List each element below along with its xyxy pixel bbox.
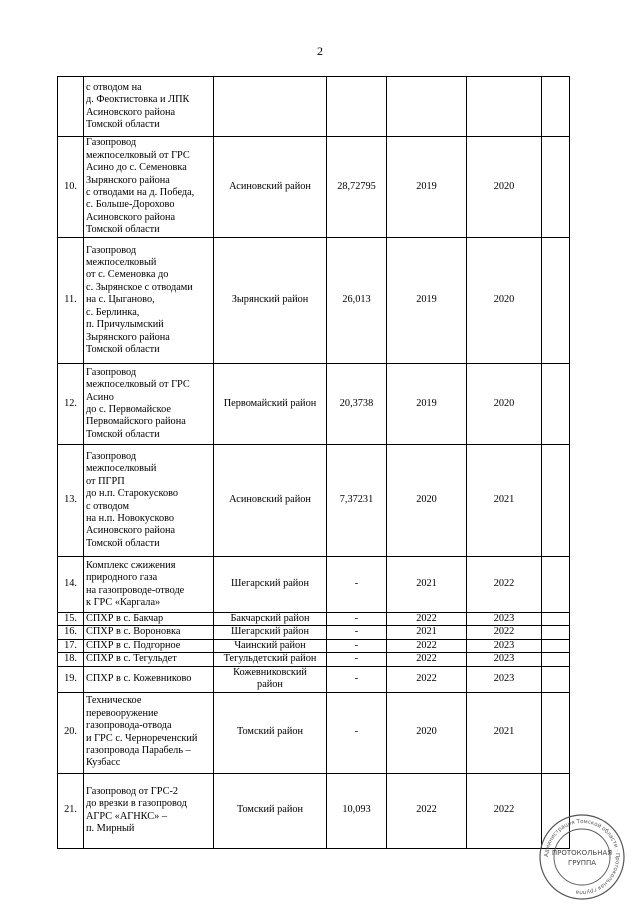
cell-start-year: 2019 bbox=[387, 137, 467, 238]
table-row bbox=[58, 364, 570, 445]
cell-row-number: 11. bbox=[58, 238, 84, 364]
cell-object-name: Газопровод межпоселковый от с. Семеновка до с. Зырянское с отводами на с. Цыганово, с. Берлинка, п. Причулымский Зырянского района Томской области bbox=[84, 238, 214, 364]
cell-end-year: 2020 bbox=[467, 364, 542, 445]
cell-object-name: Газопровод межпоселковый от ГРС Асино до с. Первомайское Первомайского района Томской области bbox=[84, 364, 214, 445]
cell-length-km: - bbox=[327, 626, 387, 639]
cell-district: Чаинский район bbox=[214, 639, 327, 652]
cell-start-year: 2022 bbox=[387, 613, 467, 626]
cell-start-year: 2021 bbox=[387, 626, 467, 639]
cell-end-year: 2020 bbox=[467, 238, 542, 364]
cell-row-number: 17. bbox=[58, 639, 84, 652]
cell-start-year bbox=[387, 77, 467, 137]
cell-note bbox=[542, 653, 570, 666]
cell-note bbox=[542, 626, 570, 639]
cell-end-year: 2022 bbox=[467, 626, 542, 639]
cell-start-year: 2020 bbox=[387, 445, 467, 557]
table-row bbox=[58, 238, 570, 364]
cell-end-year: 2020 bbox=[467, 137, 542, 238]
cell-end-year: 2022 bbox=[467, 773, 542, 848]
cell-end-year: 2022 bbox=[467, 557, 542, 613]
cell-end-year: 2021 bbox=[467, 445, 542, 557]
protocol-group-stamp bbox=[537, 812, 627, 902]
cell-object-name: Техническое перевооружение газопровода-отвода и ГРС с. Чернореченский газопровода Парабель – Кузбасс bbox=[84, 692, 214, 773]
cell-note bbox=[542, 692, 570, 773]
cell-district: Шегарский район bbox=[214, 626, 327, 639]
cell-district: Асиновский район bbox=[214, 445, 327, 557]
cell-row-number: 20. bbox=[58, 692, 84, 773]
cell-length-km: - bbox=[327, 666, 387, 692]
table-row bbox=[58, 639, 570, 652]
stamp-center-line-2: ГРУППА bbox=[567, 859, 597, 867]
stamp-center-line-1: ПРОТОКОЛЬНАЯ bbox=[551, 849, 613, 857]
cell-length-km: 26,013 bbox=[327, 238, 387, 364]
table-row bbox=[58, 445, 570, 557]
cell-note bbox=[542, 238, 570, 364]
table-row bbox=[58, 613, 570, 626]
cell-district: Кожевниковский район bbox=[214, 666, 327, 692]
table-row bbox=[58, 692, 570, 773]
cell-note bbox=[542, 666, 570, 692]
cell-length-km bbox=[327, 77, 387, 137]
cell-row-number: 14. bbox=[58, 557, 84, 613]
cell-row-number: 12. bbox=[58, 364, 84, 445]
cell-district: Асиновский район bbox=[214, 137, 327, 238]
cell-length-km: 28,72795 bbox=[327, 137, 387, 238]
table-row bbox=[58, 557, 570, 613]
cell-row-number: 16. bbox=[58, 626, 84, 639]
cell-object-name: СПХР в с. Вороновка bbox=[84, 626, 214, 639]
cell-district: Зырянский район bbox=[214, 238, 327, 364]
cell-note bbox=[542, 613, 570, 626]
cell-object-name: с отводом на д. Феоктистовка и ЛПК Асиновского района Томской области bbox=[84, 77, 214, 137]
cell-row-number: 21. bbox=[58, 773, 84, 848]
table-body bbox=[58, 77, 570, 849]
cell-length-km: - bbox=[327, 653, 387, 666]
cell-note bbox=[542, 557, 570, 613]
cell-district: Томский район bbox=[214, 692, 327, 773]
cell-object-name: СПХР в с. Кожевниково bbox=[84, 666, 214, 692]
cell-length-km: - bbox=[327, 557, 387, 613]
cell-row-number: 15. bbox=[58, 613, 84, 626]
cell-start-year: 2019 bbox=[387, 364, 467, 445]
cell-start-year: 2019 bbox=[387, 238, 467, 364]
cell-length-km: 10,093 bbox=[327, 773, 387, 848]
cell-note bbox=[542, 137, 570, 238]
cell-end-year: 2023 bbox=[467, 639, 542, 652]
cell-object-name: Газопровод от ГРС-2 до врезки в газопровод АГРС «АГНКС» – п. Мирный bbox=[84, 773, 214, 848]
cell-row-number: 18. bbox=[58, 653, 84, 666]
cell-end-year: 2023 bbox=[467, 666, 542, 692]
page-number: 2 bbox=[317, 44, 323, 58]
schedule-table bbox=[57, 76, 570, 849]
cell-start-year: 2020 bbox=[387, 692, 467, 773]
cell-start-year: 2022 bbox=[387, 639, 467, 652]
cell-end-year bbox=[467, 77, 542, 137]
cell-note bbox=[542, 445, 570, 557]
cell-length-km: - bbox=[327, 692, 387, 773]
cell-start-year: 2021 bbox=[387, 557, 467, 613]
cell-end-year: 2023 bbox=[467, 653, 542, 666]
table-row bbox=[58, 626, 570, 639]
table-row bbox=[58, 773, 570, 848]
cell-object-name: СПХР в с. Подгорное bbox=[84, 639, 214, 652]
cell-district: Тегульдетский район bbox=[214, 653, 327, 666]
cell-object-name: Газопровод межпоселковый от ПГРП до н.п. Старокусково с отводом на н.п. Новокусково Асиновского района Томской области bbox=[84, 445, 214, 557]
cell-district: Шегарский район bbox=[214, 557, 327, 613]
cell-length-km: 7,37231 bbox=[327, 445, 387, 557]
cell-note bbox=[542, 639, 570, 652]
cell-district: Бакчарский район bbox=[214, 613, 327, 626]
table-row bbox=[58, 653, 570, 666]
cell-object-name: СПХР в с. Тегульдет bbox=[84, 653, 214, 666]
table-row bbox=[58, 137, 570, 238]
cell-row-number bbox=[58, 77, 84, 137]
cell-row-number: 19. bbox=[58, 666, 84, 692]
cell-object-name: Комплекс сжижения природного газа на газопроводе-отводе к ГРС «Каргала» bbox=[84, 557, 214, 613]
cell-note bbox=[542, 364, 570, 445]
cell-end-year: 2023 bbox=[467, 613, 542, 626]
cell-end-year: 2021 bbox=[467, 692, 542, 773]
table-row bbox=[58, 666, 570, 692]
cell-row-number: 10. bbox=[58, 137, 84, 238]
cell-start-year: 2022 bbox=[387, 666, 467, 692]
cell-district: Томский район bbox=[214, 773, 327, 848]
cell-length-km: 20,3738 bbox=[327, 364, 387, 445]
cell-start-year: 2022 bbox=[387, 653, 467, 666]
cell-row-number: 13. bbox=[58, 445, 84, 557]
table-row bbox=[58, 77, 570, 137]
cell-district: Первомайский район bbox=[214, 364, 327, 445]
cell-length-km: - bbox=[327, 613, 387, 626]
cell-object-name: Газопровод межпоселковый от ГРС Асино до с. Семеновка Зырянского района с отводами на д. Победа, с. Больше-Дорохово Асиновского района Томской области bbox=[84, 137, 214, 238]
cell-object-name: СПХР в с. Бакчар bbox=[84, 613, 214, 626]
cell-length-km: - bbox=[327, 639, 387, 652]
cell-district bbox=[214, 77, 327, 137]
cell-start-year: 2022 bbox=[387, 773, 467, 848]
stamp-ring-text: Администрация Томской области · Протокольная группа bbox=[543, 818, 621, 896]
cell-note bbox=[542, 77, 570, 137]
